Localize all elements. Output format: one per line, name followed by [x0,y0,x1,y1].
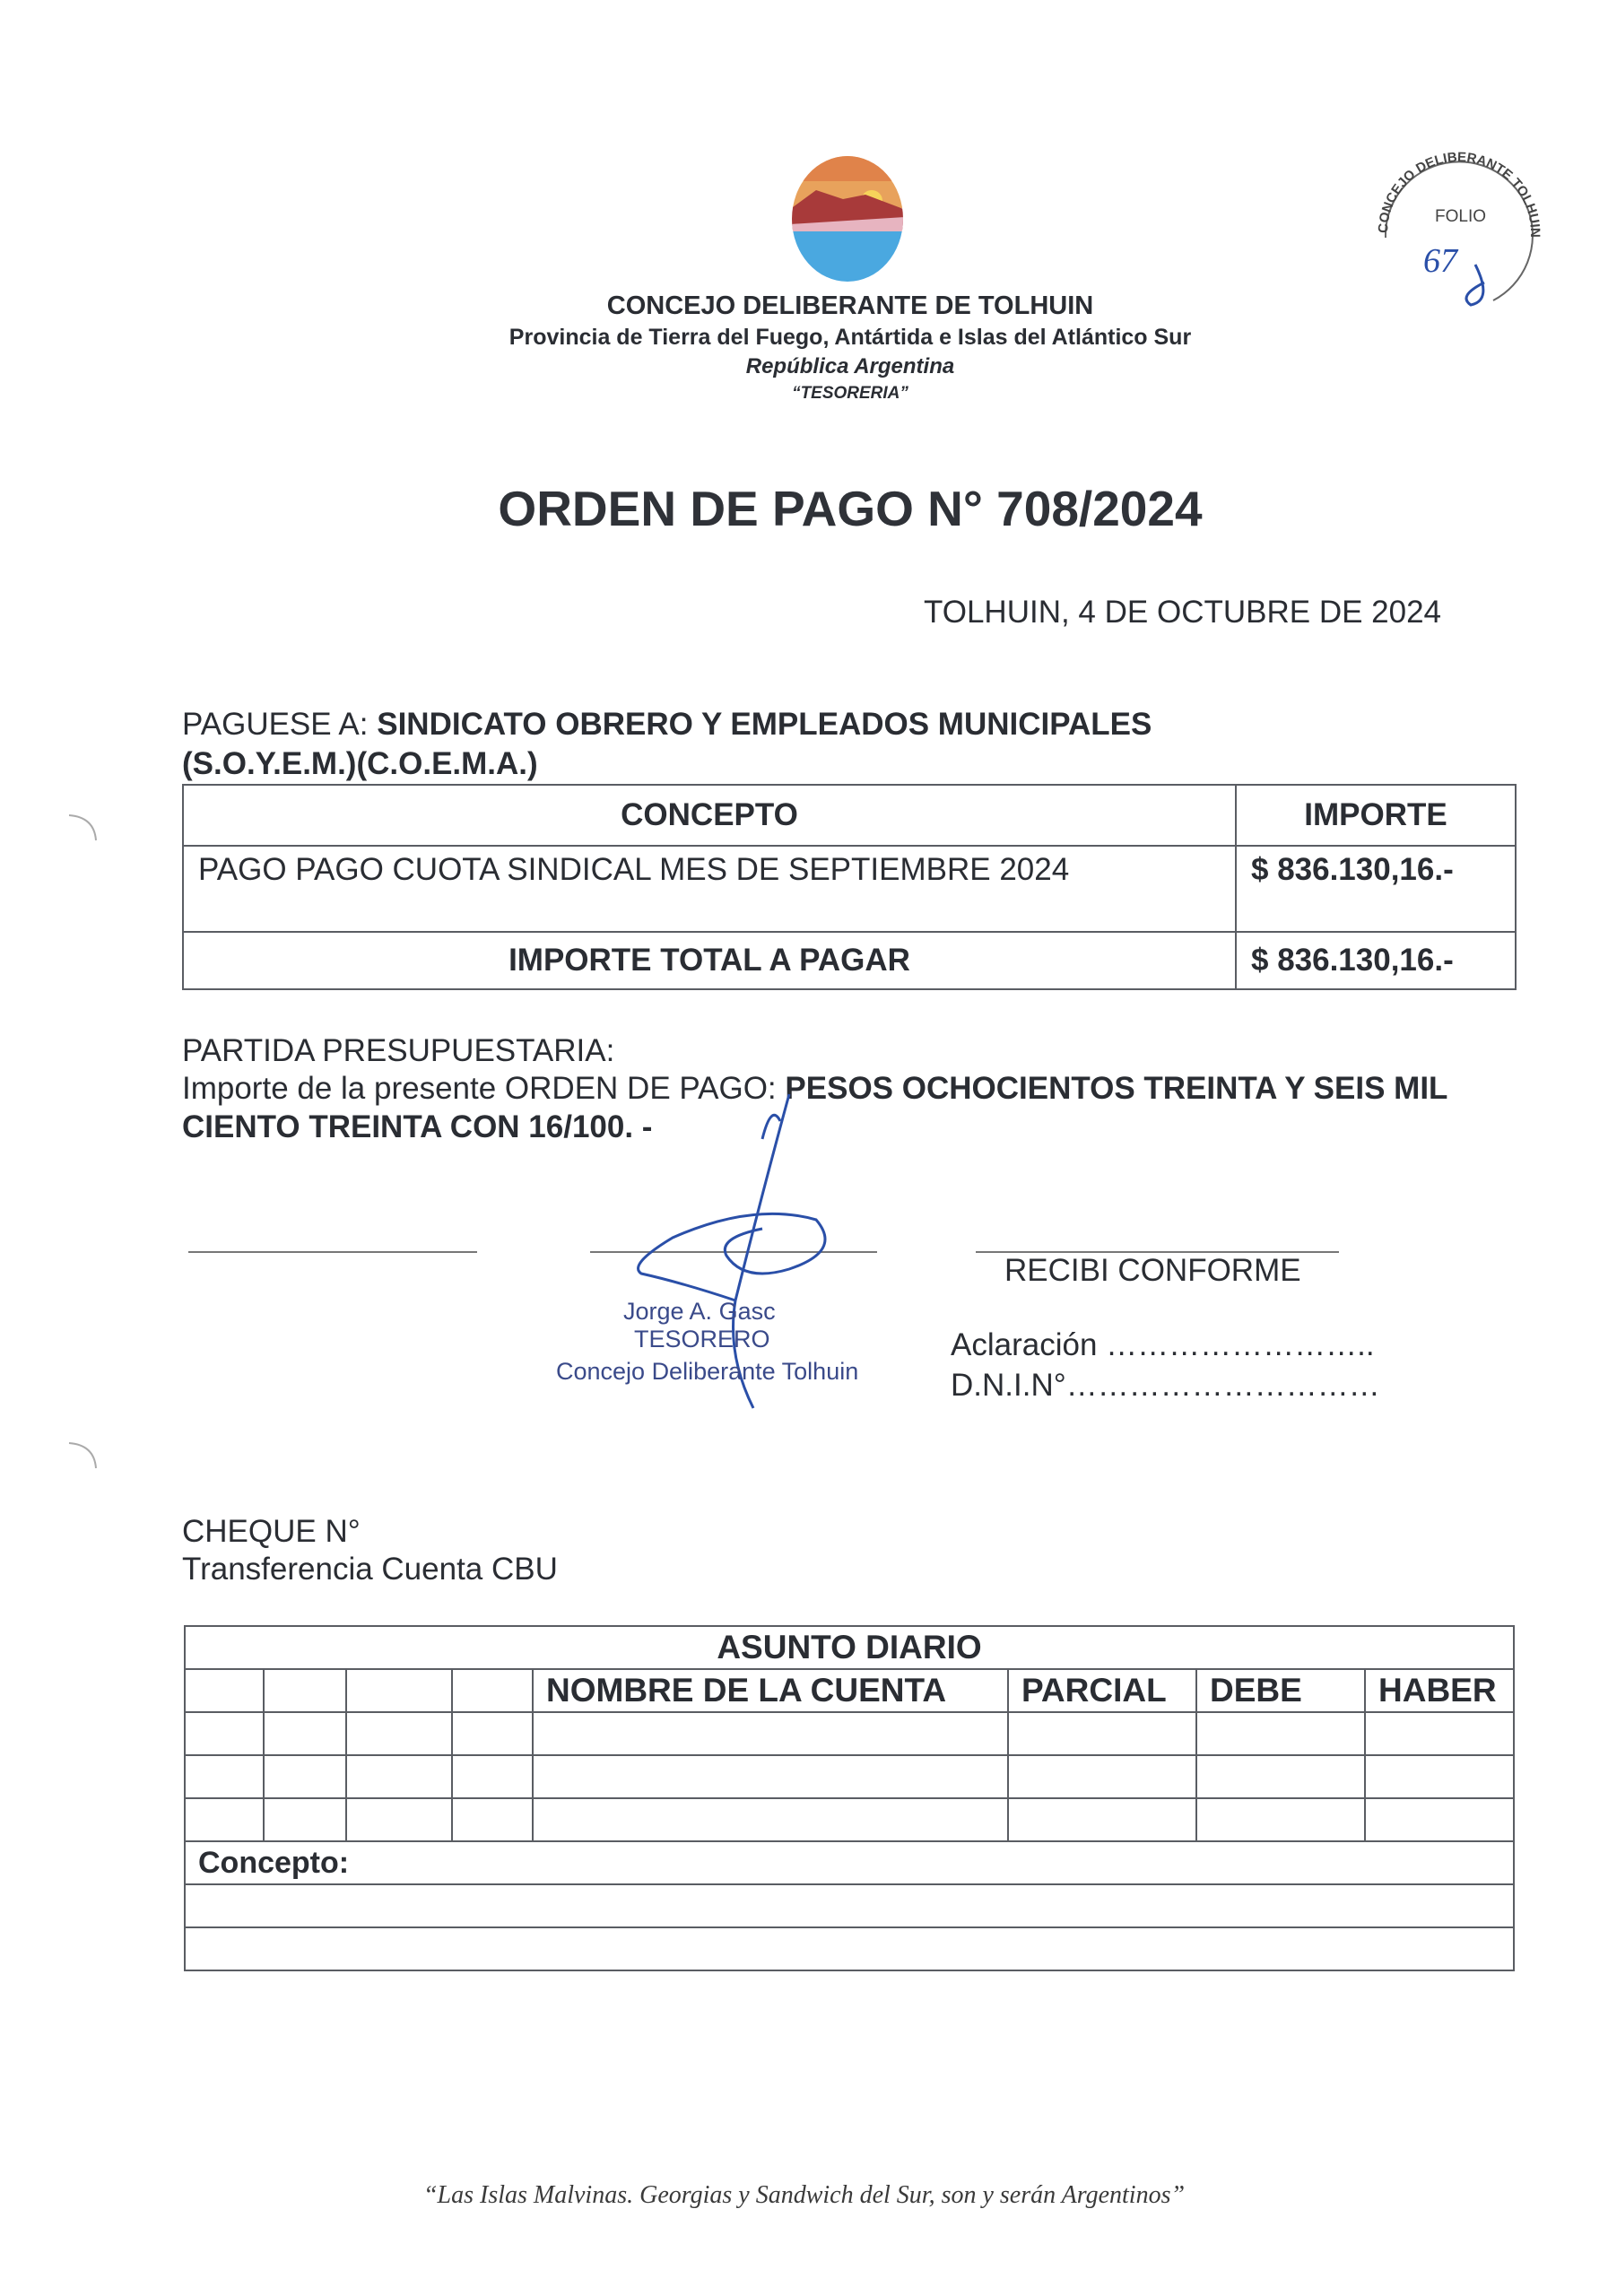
treasurer-name: Jorge A. Gasc [623,1298,776,1325]
stamp-ring-text: CONCEJO DELIBERANTE TOLHUIN [1375,149,1543,238]
amount-words-line2: CIENTO TREINTA CON 16/100. - [182,1109,653,1144]
journal-title: ASUNTO DIARIO [185,1626,1514,1669]
transfer-label: Transferencia Cuenta CBU [182,1552,558,1587]
amount-words-bold: PESOS OCHOCIENTOS TREINTA Y SEIS MIL [785,1071,1448,1106]
signature-line-left [188,1251,477,1253]
org-name: CONCEJO DELIBERANTE DE TOLHUIN [606,291,1094,320]
amount-words-prefix: Importe de la presente ORDEN DE PAGO: [182,1071,777,1106]
treasurer-role: TESORERO [634,1326,770,1352]
journal-table [184,1625,1515,1971]
treasurer-institution: Concejo Deliberante Tolhuin [556,1358,859,1385]
country-line: República Argentina [745,354,955,378]
receipt-title: RECIBI CONFORME [1004,1253,1301,1288]
journal-row [185,1712,1514,1755]
concept-table [182,784,1517,990]
footer-motto: “Las Islas Malvinas. Georgias y Sandwich del Sur, son y serán Argentinos” [422,2181,1186,2209]
province-line: Provincia de Tierra del Fuego, Antártida e Islas del Atlántico Sur [508,325,1192,350]
journal-col-credit: HABER [1365,1669,1514,1712]
amount-header: IMPORTE [1236,785,1516,846]
journal-concept-label: Concepto: [185,1841,1514,1884]
punch-mark-bottom [67,1439,103,1475]
receipt-aclaracion: Aclaración …………………….. [951,1327,1375,1362]
cheque-label: CHEQUE N° [182,1514,361,1549]
payee-label: PAGUESE A: [182,707,369,742]
department-line: “TESORERIA” [792,384,908,403]
concept-row-text: PAGO PAGO CUOTA SINDICAL MES DE SEPTIEMBRE 2024 [183,846,1236,932]
issue-date: TOLHUIN, 4 DE OCTUBRE DE 2024 [924,595,1442,630]
punch-mark-top [67,812,103,848]
concept-row-amount: $ 836.130,16.- [1236,846,1516,932]
payee-line [182,707,1152,743]
council-logo [789,154,906,284]
page-title: ORDEN DE PAGO N° 708/2024 [498,481,1203,536]
journal-row [185,1755,1514,1798]
journal-row [185,1798,1514,1841]
folio-stamp [1359,139,1560,318]
stamp-label: FOLIO [1435,207,1487,226]
journal-concept-row [185,1927,1514,1970]
payee-acronyms: (S.O.Y.E.M.)(C.O.E.M.A.) [182,746,538,781]
receipt-dni: D.N.I.N°………………………… [951,1368,1380,1403]
journal-col-account: NOMBRE DE LA CUENTA [533,1669,1008,1712]
journal-concept-row [185,1884,1514,1927]
stamp-folio-number: 67 [1423,242,1457,280]
concept-header: CONCEPTO [183,785,1236,846]
total-label: IMPORTE TOTAL A PAGAR [183,932,1236,989]
total-amount: $ 836.130,16.- [1236,932,1516,989]
partida-label: PARTIDA PRESUPUESTARIA: [182,1033,615,1068]
journal-col-partial: PARCIAL [1008,1669,1196,1712]
journal-col-debit: DEBE [1196,1669,1365,1712]
payee-name: SINDICATO OBRERO Y EMPLEADOS MUNICIPALES [377,707,1152,742]
